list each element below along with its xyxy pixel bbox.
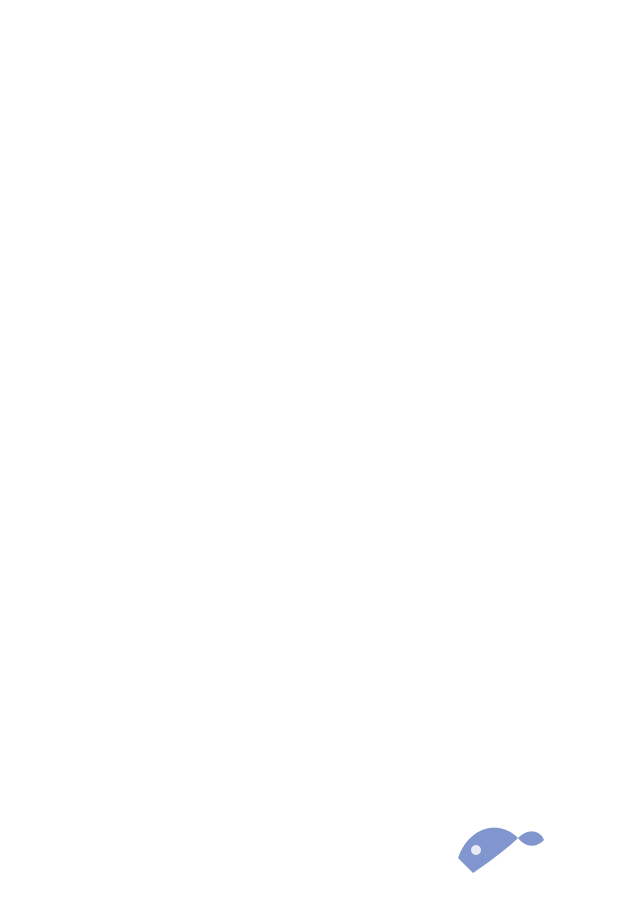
fish-logo-icon [448,788,628,888]
